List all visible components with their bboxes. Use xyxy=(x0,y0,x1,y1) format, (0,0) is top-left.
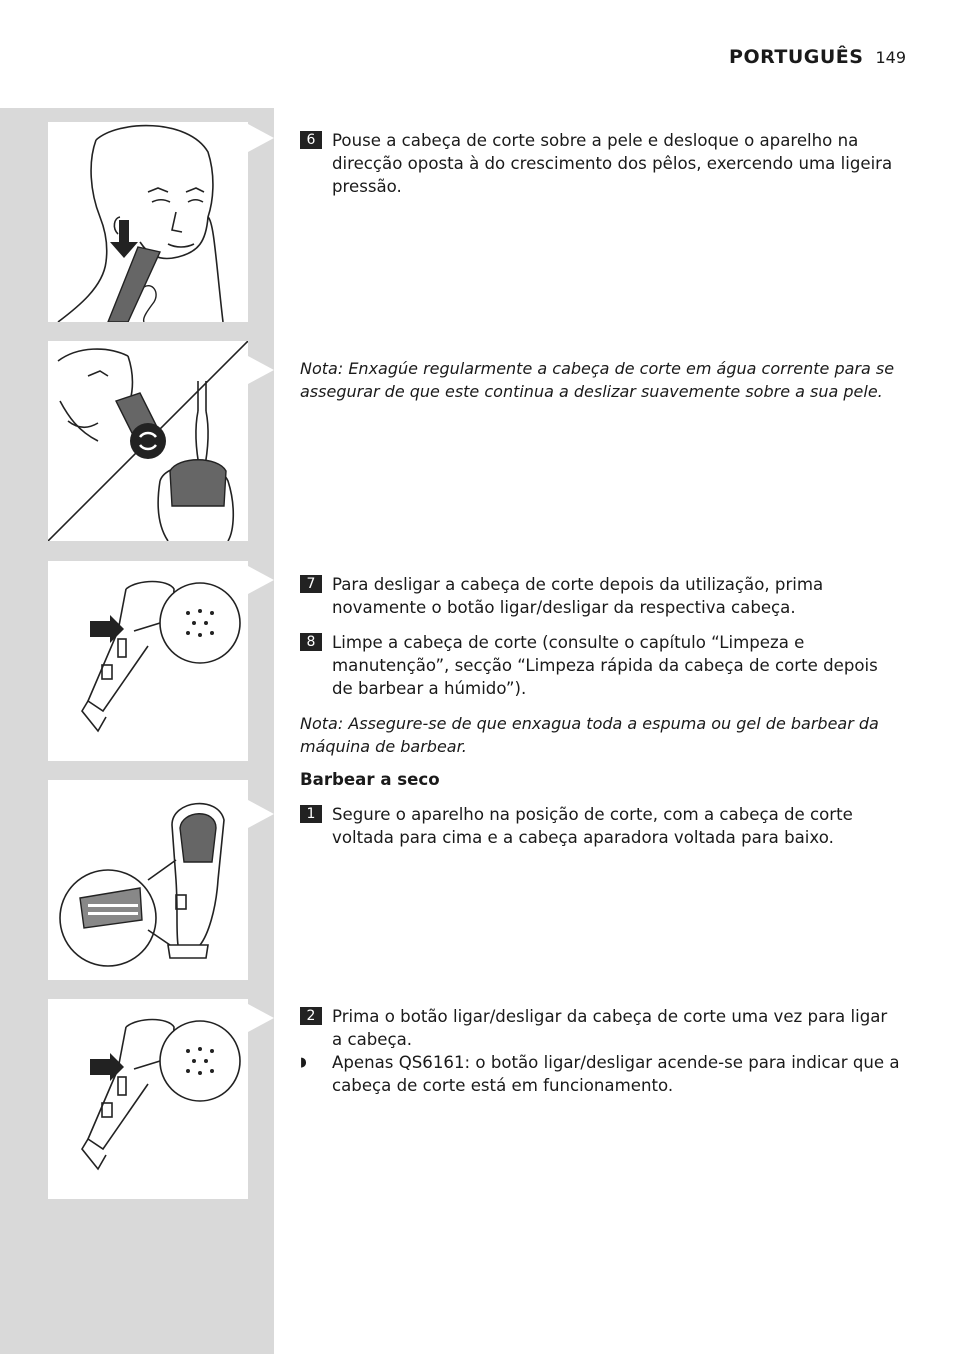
panel-pointer-icon xyxy=(248,1004,274,1032)
step-text: Para desligar a cabeça de corte depois da utilização, prima novamente o botão ligar/desligar da respectiva cabeça. xyxy=(332,575,824,617)
step-number: 8 xyxy=(300,633,322,651)
rinse-under-tap-illustration-icon xyxy=(48,341,248,541)
step-item xyxy=(300,1005,900,1051)
page-number: 149 xyxy=(875,48,906,67)
step-text: Prima o botão ligar/desligar da cabeça de corte uma vez para ligar a cabeça. xyxy=(332,1007,888,1049)
step-2-block xyxy=(300,1005,900,1097)
panel-pointer-icon xyxy=(248,124,274,152)
note-text: Nota: Enxagúe regularmente a cabeça de corte em água corrente para se assegurar de que este continua a deslizar suavemente sobre a sua pele. xyxy=(300,359,895,401)
face-shaving-illustration-icon xyxy=(48,122,248,322)
bullet-marker-icon: ◗ xyxy=(300,1055,307,1070)
step-number: 2 xyxy=(300,1007,322,1025)
step-text: Segure o aparelho na posição de corte, com a cabeça de corte voltada para cima e a cabeça aparadora voltada para baixo. xyxy=(332,805,853,847)
panel-pointer-icon xyxy=(248,800,274,828)
note-rinse-block xyxy=(300,357,900,413)
step-number: 1 xyxy=(300,805,322,823)
bullet-text: Apenas QS6161: o botão ligar/desligar acende-se para indicar que a cabeça de corte está em funcionamento. xyxy=(332,1053,900,1095)
step-6-block xyxy=(300,129,900,210)
section-subheading: Barbear a seco xyxy=(300,770,440,789)
step-item xyxy=(300,129,900,198)
step-item xyxy=(300,573,900,619)
on-off-button-illustration-icon xyxy=(48,561,248,761)
page-header xyxy=(729,46,906,68)
step-text: Limpe a cabeça de corte (consulte o capítulo “Limpeza e manutenção”, secção “Limpeza rápida da cabeça de corte depois de barbear a húmido”). xyxy=(332,633,878,698)
panel-pointer-icon xyxy=(248,566,274,594)
step-item xyxy=(300,631,900,700)
step-item xyxy=(300,803,900,849)
step-number: 6 xyxy=(300,131,322,149)
bullet-item xyxy=(300,1051,900,1097)
step-text: Pouse a cabeça de corte sobre a pele e desloque o aparelho na direcção oposta à do crescimento dos pêlos, exercendo uma ligeira pressão. xyxy=(332,131,893,196)
language-heading: PORTUGUÊS xyxy=(729,46,864,68)
panel-pointer-icon xyxy=(248,356,274,384)
steps-7-8-block xyxy=(300,573,900,861)
hold-device-illustration-icon xyxy=(48,780,248,980)
on-off-button-illustration-icon xyxy=(48,999,248,1199)
step-number: 7 xyxy=(300,575,322,593)
note-text: Nota: Assegure-se de que enxagua toda a espuma ou gel de barbear da máquina de barbear. xyxy=(300,714,879,756)
